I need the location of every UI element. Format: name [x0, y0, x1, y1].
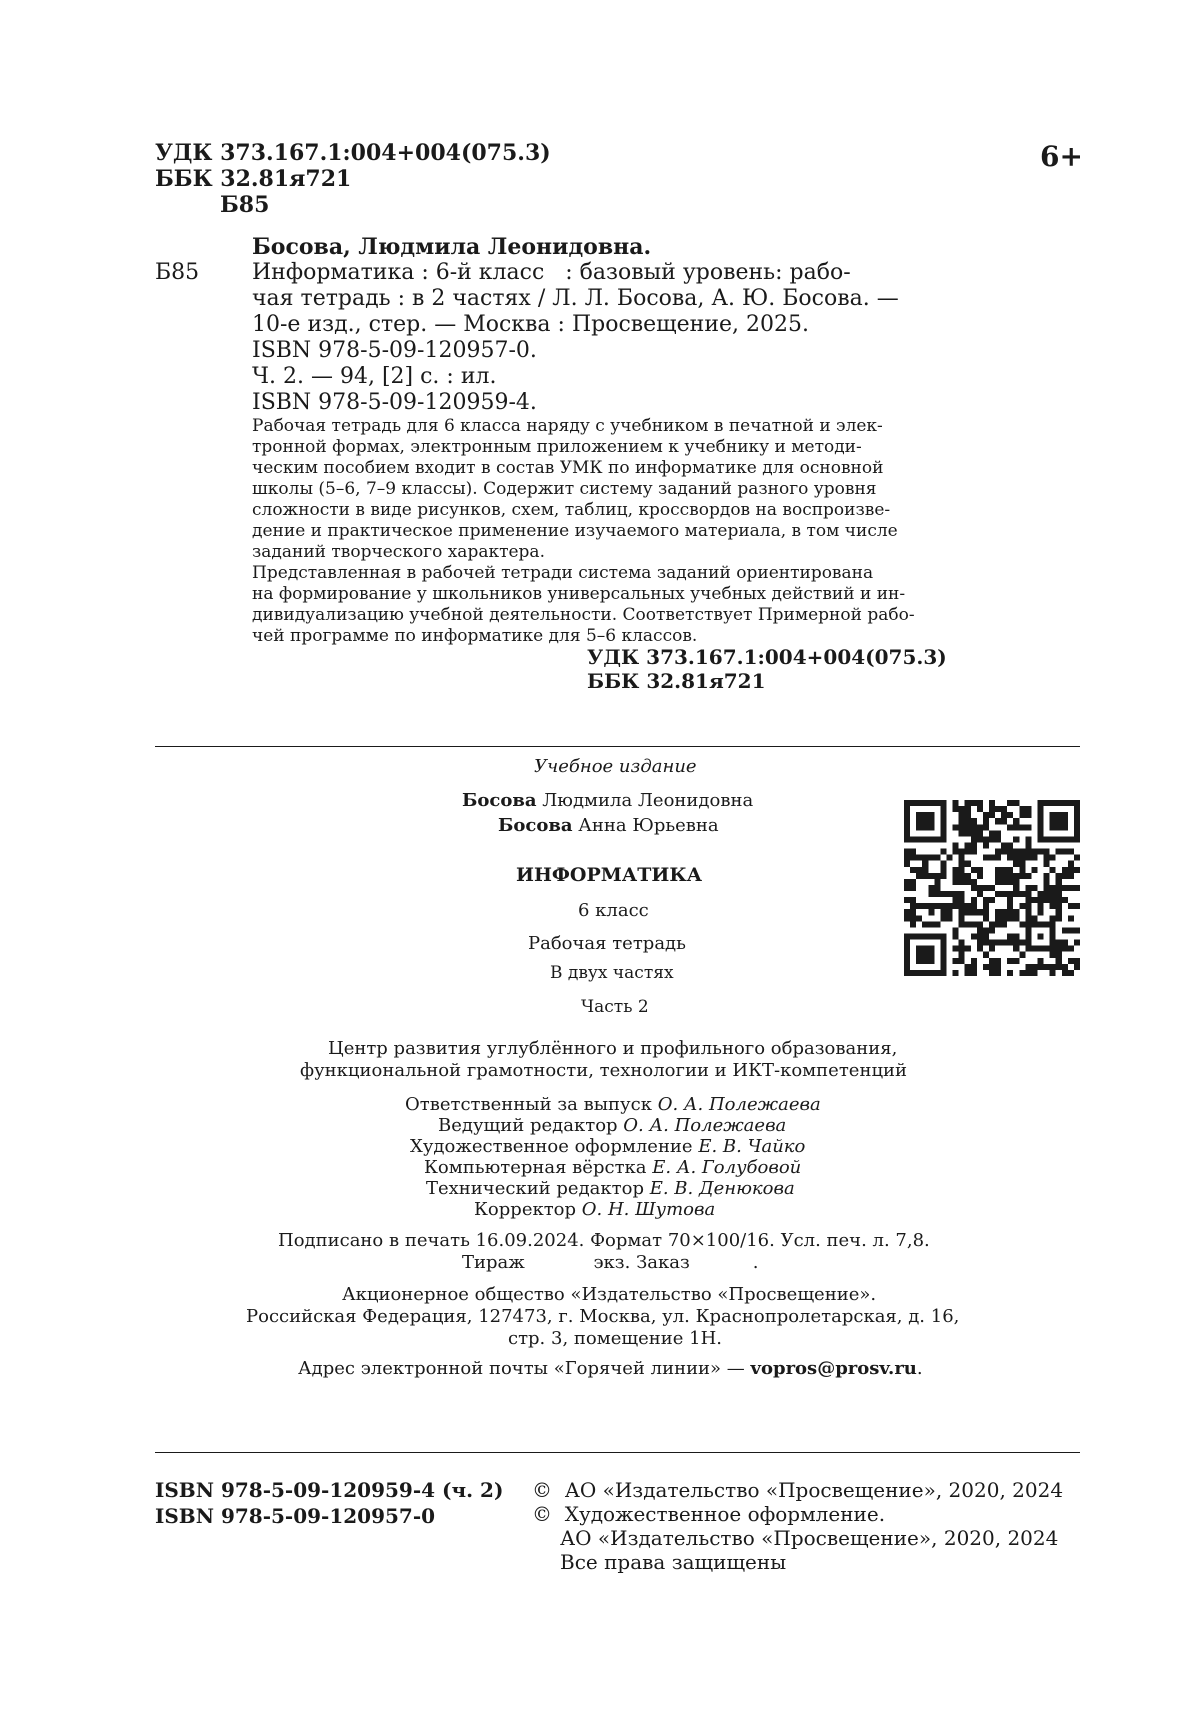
center-line-2: функциональной грамотности, технологии и ИКТ-компетенций	[300, 1060, 908, 1081]
grade: 6 класс	[578, 900, 649, 921]
edition-type: Учебное издание	[534, 756, 697, 777]
book-title: ИНФОРМАТИКА	[516, 864, 703, 886]
udk-bottom: УДК 373.167.1:004+004(075.3)	[587, 645, 947, 669]
publisher-line-2: Российская Федерация, 127473, г. Москва, ул. Краснопролетарская, д. 16,	[246, 1306, 960, 1327]
author1-surname: Босова	[462, 790, 537, 811]
part: Часть 2	[581, 997, 649, 1017]
bib-line: ISBN 978-5-09-120959-4.	[252, 390, 537, 415]
annotation-line: дение и практическое применение изучаемого материала, в том числе	[252, 521, 898, 541]
bib-line: чая тетрадь : в 2 частях / Л. Л. Босова, А. Ю. Босова. —	[252, 286, 899, 311]
annotation-line: Представленная в рабочей тетради система заданий ориентирована	[252, 563, 874, 583]
author2	[498, 815, 719, 837]
staff-name: Е. А. Голубовой	[652, 1157, 802, 1178]
publisher-line-1: Акционерное общество «Издательство «Просвещение».	[342, 1284, 877, 1305]
copyright-3: АО «Издательство «Просвещение», 2020, 2024	[560, 1526, 1059, 1550]
print-run: Тираж экз. Заказ .	[462, 1252, 759, 1273]
staff-line	[426, 1178, 795, 1200]
author2-surname: Босова	[498, 815, 573, 836]
signed-info: Подписано в печать 16.09.2024. Формат 70×100/16. Усл. печ. л. 7,8.	[278, 1230, 930, 1251]
divider-bottom	[155, 1452, 1080, 1453]
annotation-line: ческим пособием входит в состав УМК по информатике для основной	[252, 458, 884, 478]
book-kind: Рабочая тетрадь	[528, 933, 686, 954]
udk-top: УДК 373.167.1:004+004(075.3)	[155, 140, 551, 166]
bib-description	[252, 260, 932, 416]
email-link[interactable]: vopros@prosv.ru	[750, 1358, 917, 1379]
staff-name: О. А. Полежаева	[657, 1094, 821, 1115]
staff-line	[424, 1157, 801, 1179]
bib-author: Босова, Людмила Леонидовна.	[252, 234, 652, 260]
email-end: .	[916, 1358, 923, 1379]
author-code-top: Б85	[220, 192, 270, 218]
annotation-line: сложности в виде рисунков, схем, таблиц, кроссвордов на воспроизве-	[252, 500, 891, 520]
bib-line: Информатика : 6-й класс : базовый уровень: рабо-	[252, 260, 851, 285]
rights-reserved: Все права защищены	[560, 1550, 787, 1574]
center-line-1: Центр развития углублённого и профильного образования,	[328, 1038, 898, 1059]
annotation	[252, 416, 932, 647]
bbk-bottom: ББК 32.81я721	[587, 669, 766, 693]
staff-role: Ответственный за выпуск	[405, 1094, 658, 1115]
bib-line: 10-е изд., стер. — Москва : Просвещение, 2025.	[252, 312, 809, 337]
staff-line	[410, 1136, 805, 1158]
qr-code-icon	[904, 800, 1080, 976]
staff-name: Е. В. Чайко	[698, 1136, 806, 1157]
staff-role: Технический редактор	[426, 1178, 650, 1199]
staff-role: Компьютерная вёрстка	[424, 1157, 653, 1178]
staff-role: Корректор	[474, 1199, 582, 1220]
bib-line: Ч. 2. — 94, [2] с. : ил.	[252, 364, 497, 389]
isbn-part2: ISBN 978-5-09-120959-4 (ч. 2)	[155, 1478, 504, 1502]
author1-name: Людмила Леонидовна	[536, 790, 754, 811]
annotation-line: Рабочая тетрадь для 6 класса наряду с учебником в печатной и элек-	[252, 416, 883, 436]
hotline-email	[298, 1358, 923, 1380]
bib-line: ISBN 978-5-09-120957-0.	[252, 338, 537, 363]
annotation-line: чей программе по информатике для 5–6 классов.	[252, 626, 698, 646]
author2-name: Анна Юрьевна	[572, 815, 719, 836]
staff-role: Художественное оформление	[410, 1136, 699, 1157]
author1	[462, 790, 753, 812]
annotation-line: тронной формах, электронным приложением к учебнику и методи-	[252, 437, 862, 457]
annotation-line: дивидуализацию учебной деятельности. Соответствует Примерной рабо-	[252, 605, 915, 625]
age-rating: 6+	[1040, 140, 1083, 173]
staff-line	[474, 1199, 715, 1221]
staff-name: О. Н. Шутова	[581, 1199, 716, 1220]
isbn-set: ISBN 978-5-09-120957-0	[155, 1504, 436, 1528]
parts: В двух частях	[550, 963, 674, 983]
email-label: Адрес электронной почты «Горячей линии» —	[298, 1358, 751, 1379]
annotation-line: школы (5–6, 7–9 классы). Содержит систему заданий разного уровня	[252, 479, 877, 499]
copyright-1: © АО «Издательство «Просвещение», 2020, 2024	[532, 1478, 1064, 1502]
divider-top	[155, 746, 1080, 747]
staff-name: Е. В. Денюкова	[649, 1178, 795, 1199]
copyright-2: © Художественное оформление.	[532, 1502, 886, 1526]
bbk-top: ББК 32.81я721	[155, 166, 352, 192]
annotation-line: на формирование у школьников универсальных учебных действий и ин-	[252, 584, 906, 604]
staff-line	[438, 1115, 786, 1137]
staff-line	[405, 1094, 821, 1116]
publisher-line-3: стр. 3, помещение 1Н.	[508, 1328, 723, 1349]
staff-name: О. А. Полежаева	[623, 1115, 787, 1136]
bib-code: Б85	[155, 260, 200, 285]
staff-role: Ведущий редактор	[438, 1115, 624, 1136]
annotation-line: заданий творческого характера.	[252, 542, 545, 562]
